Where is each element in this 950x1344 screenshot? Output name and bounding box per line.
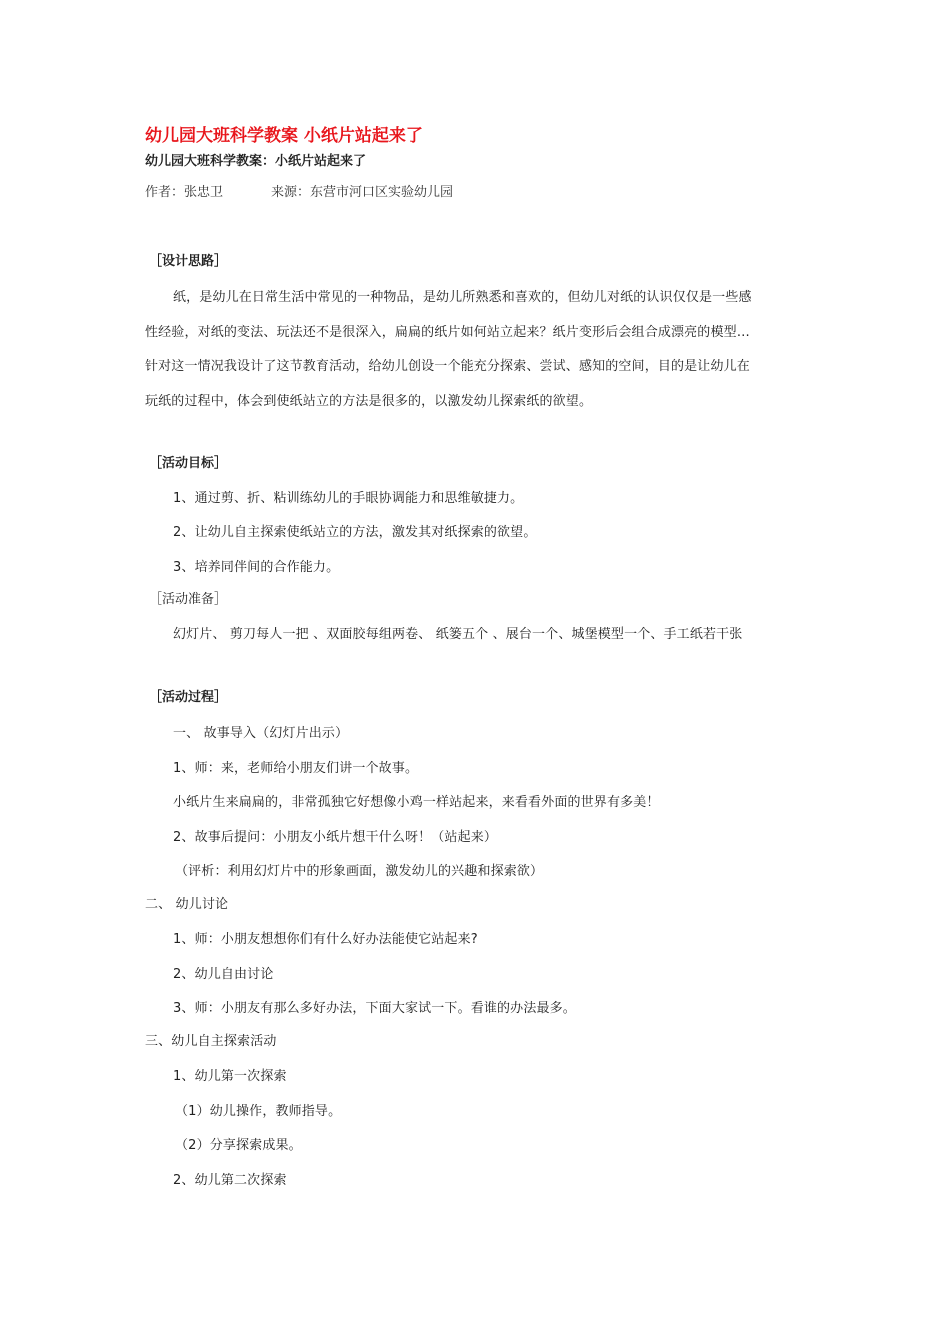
prep-text: 幻灯片、 剪刀每人一把 、双面胶每组两卷、 纸篓五个 、展台一个、城堡模型一个、手工纸若干张 [173, 627, 743, 642]
section-heading-process: ［活动过程］ [149, 690, 228, 705]
process-item: 1、师：小朋友想想你们有什么好办法能使它站起来? [173, 932, 478, 947]
goal-item: 2、让幼儿自主探索使纸站立的方法，激发其对纸探索的欲望。 [173, 525, 537, 540]
source-label: 来源：东营市河口区实验幼儿园 [271, 185, 454, 200]
process-item: （2）分享探索成果。 [175, 1138, 302, 1153]
process-part-title: 三、幼儿自主探索活动 [145, 1034, 277, 1049]
design-paragraph-line: 玩纸的过程中，体会到使纸站立的方法是很多的，以激发幼儿探索纸的欲望。 [145, 394, 593, 409]
goal-item: 3、培养同伴间的合作能力。 [173, 560, 340, 575]
document-meta [145, 183, 453, 203]
process-item: 2、幼儿第二次探索 [173, 1173, 287, 1188]
author-label: 作者：张忠卫 [145, 185, 224, 200]
process-part-title: 二、 幼儿讨论 [145, 897, 229, 912]
process-item: 2、故事后提问：小朋友小纸片想干什么呀！（站起来） [173, 830, 498, 845]
section-heading-prep: ［活动准备］ [149, 592, 228, 607]
document-subtitle: 幼儿园大班科学教案：小纸片站起来了 [145, 154, 367, 169]
process-item: （1）幼儿操作，教师指导。 [175, 1104, 342, 1119]
design-paragraph-line: 性经验，对纸的变法、玩法还不是很深入，扁扁的纸片如何站立起来？纸片变形后会组合成漂亮的模型… [145, 325, 750, 340]
process-item: 1、师：来，老师给小朋友们讲一个故事。 [173, 761, 419, 776]
goal-item: 1、通过剪、折、粘训练幼儿的手眼协调能力和思维敏捷力。 [173, 491, 524, 506]
document-title: 幼儿园大班科学教案 小纸片站起来了 [145, 126, 423, 146]
design-paragraph-line: 纸，是幼儿在日常生活中常见的一种物品，是幼儿所熟悉和喜欢的，但幼儿对纸的认识仅仅是一些感 [173, 290, 752, 305]
process-comment: （评析：利用幻灯片中的形象画面，激发幼儿的兴趣和探索欲） [175, 864, 544, 879]
process-item: 2、幼儿自由讨论 [173, 967, 274, 982]
design-paragraph-line: 针对这一情况我设计了这节教育活动，给幼儿创设一个能充分探索、尝试、感知的空间，目的是让幼儿在 [145, 359, 750, 374]
process-part-title: 一、 故事导入（幻灯片出示） [173, 726, 349, 741]
section-heading-goals: ［活动目标］ [149, 456, 228, 471]
process-item: 3、师：小朋友有那么多好办法，下面大家试一下。看谁的办法最多。 [173, 1001, 576, 1016]
section-heading-design: ［设计思路］ [149, 254, 228, 269]
process-item: 小纸片生来扁扁的，非常孤独它好想像小鸡一样站起来，来看看外面的世界有多美！ [173, 795, 660, 810]
process-item: 1、幼儿第一次探索 [173, 1069, 287, 1084]
